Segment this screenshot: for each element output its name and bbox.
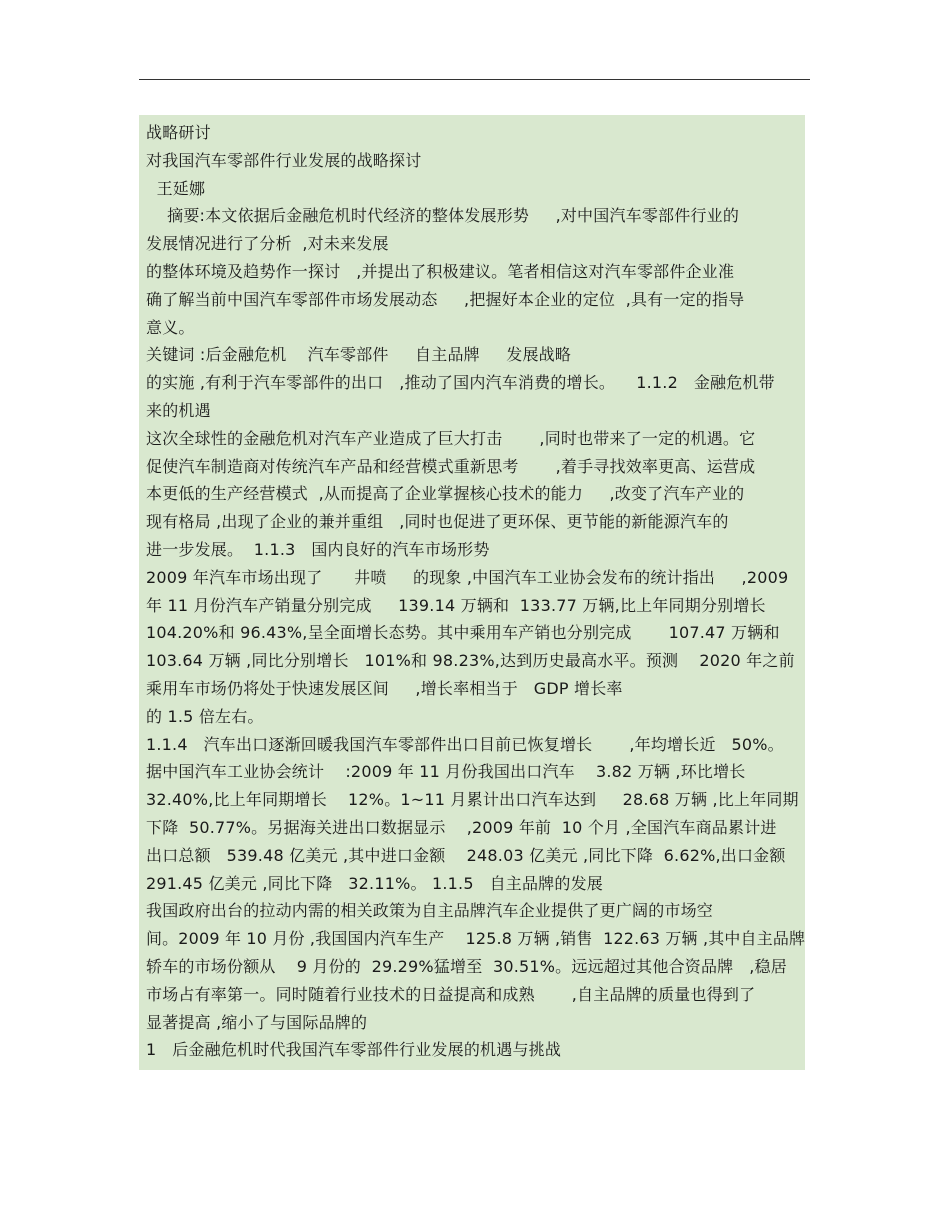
author-name: 王延娜 [146,179,206,198]
section-heading: 1 后金融危机时代我国汽车零部件行业发展的机遇与挑战 [146,1040,562,1059]
body-line: 显著提高 ,缩小了与国际品牌的 [146,1013,368,1032]
body-line: 291.45 亿美元 ,同比下降 32.11%。 1.1.5 自主品牌的发展 [146,874,603,893]
abstract-line: 的整体环境及趋势作一探讨 ,并提出了积极建议。笔者相信这对汽车零部件企业准 [146,262,735,281]
body-line: 出口总额 539.48 亿美元 ,其中进口金额 248.03 亿美元 ,同比下降 6.62%,出口金额 [146,846,786,865]
body-line: 促使汽车制造商对传统汽车产品和经营模式重新思考 ,着手寻找效率更高、运营成 [146,457,756,476]
content-box [139,115,805,1070]
body-line: 我国政府出台的拉动内需的相关政策为自主品牌汽车企业提供了更广阔的市场空 [146,901,714,920]
body-line: 进一步发展。 1.1.3 国内良好的汽车市场形势 [146,540,490,559]
body-line: 据中国汽车工业协会统计 :2009 年 11 月份我国出口汽车 3.82 万辆 ,环比增长 [146,762,746,781]
body-line: 现有格局 ,出现了企业的兼并重组 ,同时也促进了更环保、更节能的新能源汽车的 [146,512,729,531]
body-line: 乘用车市场仍将处于快速发展区间 ,增长率相当于 GDP 增长率 [146,679,623,698]
article-title: 对我国汽车零部件行业发展的战略探讨 [146,151,422,170]
body-line: 这次全球性的金融危机对汽车产业造成了巨大打击 ,同时也带来了一定的机遇。它 [146,429,756,448]
keywords-line: 关键词 :后金融危机 汽车零部件 自主品牌 发展战略 [146,345,572,364]
body-line: 104.20%和 96.43%,呈全面增长态势。其中乘用车产销也分别完成 107.47 万辆和 [146,623,780,642]
body-line: 1.1.4 汽车出口逐渐回暖我国汽车零部件出口目前已恢复增长 ,年均增长近 50%。 [146,735,784,754]
header-rule [139,79,810,80]
body-line: 来的机遇 [146,401,211,420]
body-line: 32.40%,比上年同期增长 12%。1~11 月累计出口汽车达到 28.68 万辆 ,比上年同期 [146,790,799,809]
body-line: 本更低的生产经营模式 ,从而提高了企业掌握核心技术的能力 ,改变了汽车产业的 [146,484,745,503]
body-line: 市场占有率第一。同时随着行业技术的日益提高和成熟 ,自主品牌的质量也得到了 [146,985,756,1004]
abstract-line: 摘要:本文依据后金融危机时代经济的整体发展形势 ,对中国汽车零部件行业的 [146,206,740,225]
section-label: 战略研讨 [146,123,211,142]
body-line: 轿车的市场份额从 9 月份的 29.29%猛增至 30.51%。远远超过其他合资品牌 ,稳居 [146,957,787,976]
abstract-line: 确了解当前中国汽车零部件市场发展动态 ,把握好本企业的定位 ,具有一定的指导 [146,290,745,309]
body-line: 下降 50.77%。另据海关进出口数据显示 ,2009 年前 10 个月 ,全国汽车商品累计进 [146,818,777,837]
abstract-line: 发展情况进行了分析 ,对未来发展 [146,234,389,253]
body-line: 年 11 月份汽车产销量分别完成 139.14 万辆和 133.77 万辆,比上年同期分别增长 [146,596,766,615]
abstract-line: 意义。 [146,318,195,337]
body-line: 2009 年汽车市场出现了 井喷 的现象 ,中国汽车工业协会发布的统计指出 ,2009 [146,568,789,587]
body-line: 103.64 万辆 ,同比分别增长 101%和 98.23%,达到历史最高水平。预测 2020 年之前 [146,651,795,670]
body-line: 间。2009 年 10 月份 ,我国国内汽车生产 125.8 万辆 ,销售 122.63 万辆 ,其中自主品牌 [146,929,806,948]
body-line: 的实施 ,有利于汽车零部件的出口 ,推动了国内汽车消费的增长。 1.1.2 金融危机带 [146,373,775,392]
body-line: 的 1.5 倍左右。 [146,707,264,726]
